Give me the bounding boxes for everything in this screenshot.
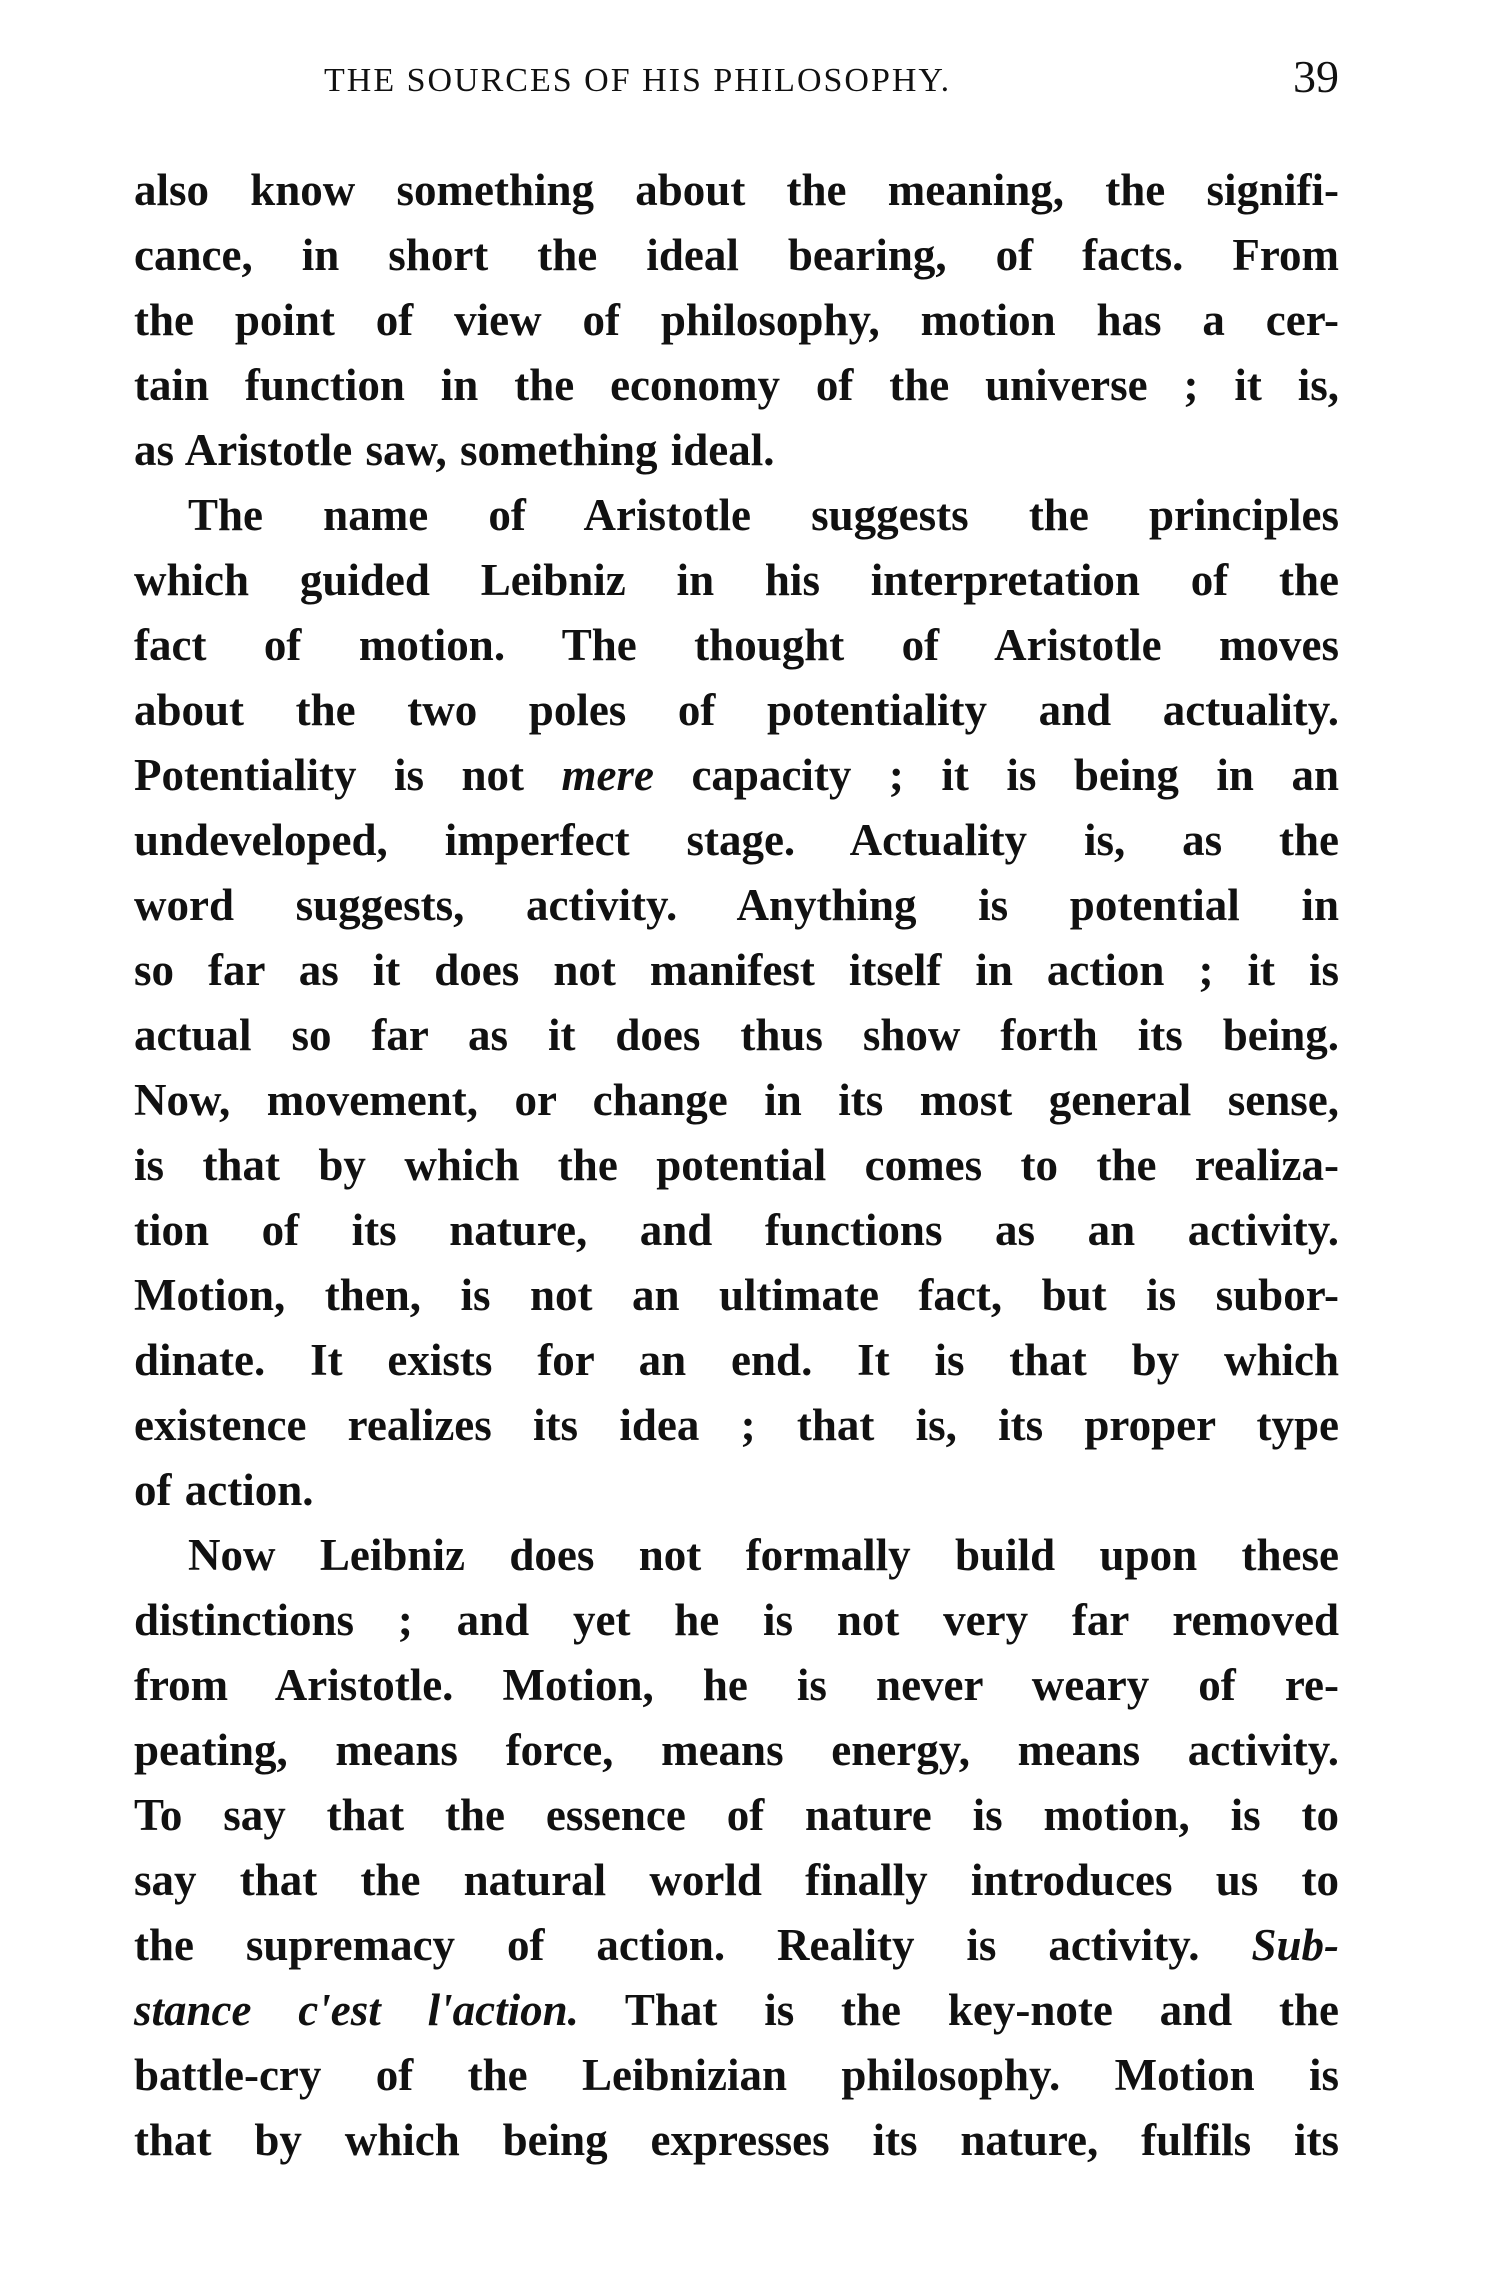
text-line: so far as it does not manifest itself in action ; it is (134, 945, 1339, 995)
paragraph-3 (134, 1523, 1339, 2173)
page-body (134, 158, 1339, 2173)
text-line: Potentiality is not mere capacity ; it is being in an (134, 750, 1339, 800)
text-line: dinate. It exists for an end. It is that by which (134, 1335, 1339, 1385)
page-header (134, 50, 1339, 110)
text-line: the supremacy of action. Reality is activity. Sub- (134, 1920, 1339, 1970)
page-number: 39 (1293, 51, 1339, 102)
text-line: existence realizes its idea ; that is, its proper type (134, 1400, 1339, 1450)
text-line: Now, movement, or change in its most general sense, (134, 1075, 1339, 1125)
text-line: To say that the essence of nature is motion, is to (134, 1790, 1339, 1840)
text-line: stance c'est l'action. That is the key-note and the (134, 1985, 1339, 2035)
text-line: peating, means force, means energy, means activity. (134, 1725, 1339, 1775)
text-line: also know something about the meaning, the signifi- (134, 165, 1339, 215)
text-line: Now Leibniz does not formally build upon these (188, 1530, 1339, 1580)
text-line: distinctions ; and yet he is not very far removed (134, 1595, 1339, 1645)
text-line: is that by which the potential comes to the realiza- (134, 1140, 1339, 1190)
text-line: say that the natural world finally introduces us to (134, 1855, 1339, 1905)
text-line: actual so far as it does thus show forth its being. (134, 1010, 1339, 1060)
text-line: cance, in short the ideal bearing, of facts. From (134, 230, 1339, 280)
text-line: about the two poles of potentiality and actuality. (134, 685, 1339, 735)
paragraph-1 (134, 158, 1339, 483)
text-line: which guided Leibniz in his interpretation of the (134, 555, 1339, 605)
text-line: tion of its nature, and functions as an activity. (134, 1205, 1339, 1255)
text-line: Motion, then, is not an ultimate fact, but is subor- (134, 1270, 1339, 1320)
text-line: battle-cry of the Leibnizian philosophy. Motion is (134, 2050, 1339, 2100)
text-line: from Aristotle. Motion, he is never weary of re- (134, 1660, 1339, 1710)
text-line: the point of view of philosophy, motion has a cer- (134, 295, 1339, 345)
text-line: tain function in the economy of the universe ; it is, (134, 360, 1339, 410)
text-line: undeveloped, imperfect stage. Actuality is, as the (134, 815, 1339, 865)
text-line: that by which being expresses its nature, fulfils its (134, 2115, 1339, 2165)
text-line: fact of motion. The thought of Aristotle moves (134, 620, 1339, 670)
paragraph-2 (134, 483, 1339, 1523)
text-line: word suggests, activity. Anything is potential in (134, 880, 1339, 930)
text-line: as Aristotle saw, something ideal. (134, 425, 775, 475)
text-line: The name of Aristotle suggests the principles (188, 490, 1339, 540)
text-line: of action. (134, 1465, 314, 1515)
running-head: THE SOURCES OF HIS PHILOSOPHY. (324, 62, 952, 99)
